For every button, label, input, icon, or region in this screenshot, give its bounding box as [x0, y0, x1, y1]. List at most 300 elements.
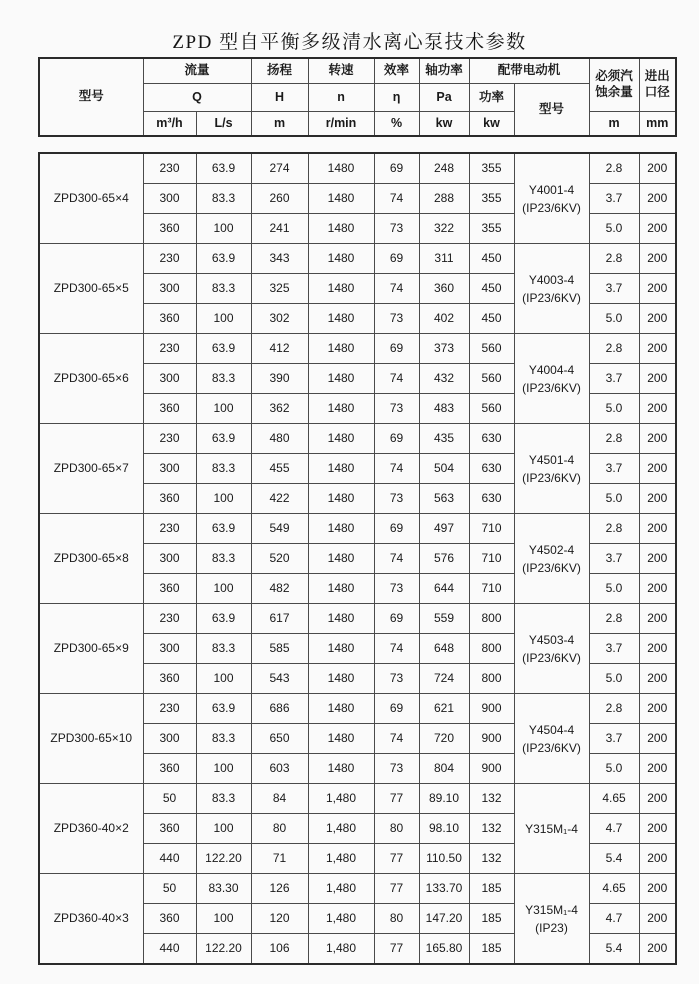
cell-flow-ls: 63.9	[196, 334, 251, 364]
cell-motor-model	[514, 244, 589, 334]
cell-head: 390	[251, 364, 308, 394]
cell-flow-m3h: 360	[143, 814, 196, 844]
cell-shaft-power: 621	[419, 694, 469, 724]
cell-head: 260	[251, 184, 308, 214]
cell-flow-ls: 100	[196, 484, 251, 514]
motor-model-line: Y4503-4	[528, 632, 575, 647]
cell-speed: 1480	[308, 724, 374, 754]
col-header-port	[639, 58, 676, 112]
cell-speed: 1480	[308, 334, 374, 364]
motor-model-line: Y4004-4	[528, 362, 575, 377]
cell-efficiency: 77	[374, 784, 419, 814]
cell-efficiency: 80	[374, 814, 419, 844]
cell-flow-m3h: 300	[143, 544, 196, 574]
cell-npsh: 3.7	[589, 184, 639, 214]
cell-speed: 1480	[308, 604, 374, 634]
cell-motor-power: 355	[469, 184, 514, 214]
data-table	[38, 152, 677, 965]
motor-model-line: (IP23/6KV)	[522, 650, 581, 665]
cell-pump-model: ZPD300-65×5	[39, 244, 143, 334]
col-header-flow-symbol: Q	[143, 84, 251, 112]
cell-speed: 1480	[308, 274, 374, 304]
cell-speed: 1,480	[308, 934, 374, 965]
cell-head: 241	[251, 214, 308, 244]
cell-head: 80	[251, 814, 308, 844]
cell-npsh: 2.8	[589, 153, 639, 184]
cell-speed: 1,480	[308, 844, 374, 874]
col-header-head-symbol: H	[251, 84, 308, 112]
cell-flow-m3h: 50	[143, 784, 196, 814]
cell-pump-model: ZPD300-65×10	[39, 694, 143, 784]
cell-flow-m3h: 50	[143, 874, 196, 904]
cell-flow-m3h: 360	[143, 394, 196, 424]
cell-speed: 1480	[308, 214, 374, 244]
cell-npsh: 2.8	[589, 334, 639, 364]
cell-port-diameter: 200	[639, 904, 676, 934]
cell-head: 543	[251, 664, 308, 694]
cell-npsh: 5.0	[589, 574, 639, 604]
cell-flow-m3h: 230	[143, 694, 196, 724]
cell-motor-power: 900	[469, 724, 514, 754]
cell-shaft-power: 373	[419, 334, 469, 364]
cell-npsh: 5.0	[589, 664, 639, 694]
cell-port-diameter: 200	[639, 874, 676, 904]
cell-flow-ls: 63.9	[196, 514, 251, 544]
cell-port-diameter: 200	[639, 604, 676, 634]
cell-npsh: 3.7	[589, 544, 639, 574]
col-unit-shaft-power: kw	[419, 112, 469, 137]
cell-flow-m3h: 440	[143, 844, 196, 874]
cell-port-diameter: 200	[639, 484, 676, 514]
port-label-line1: 进出	[644, 69, 670, 84]
col-header-speed-symbol: n	[308, 84, 374, 112]
cell-flow-m3h: 230	[143, 424, 196, 454]
cell-speed: 1,480	[308, 874, 374, 904]
header-row-1	[39, 58, 676, 84]
cell-efficiency: 69	[374, 424, 419, 454]
cell-port-diameter: 200	[639, 304, 676, 334]
cell-shaft-power: 322	[419, 214, 469, 244]
cell-speed: 1480	[308, 244, 374, 274]
cell-flow-ls: 83.3	[196, 724, 251, 754]
cell-speed: 1480	[308, 184, 374, 214]
cell-npsh: 3.7	[589, 274, 639, 304]
cell-motor-model	[514, 874, 589, 965]
cell-head: 422	[251, 484, 308, 514]
cell-npsh: 4.65	[589, 874, 639, 904]
cell-speed: 1480	[308, 304, 374, 334]
cell-flow-m3h: 230	[143, 604, 196, 634]
cell-speed: 1,480	[308, 814, 374, 844]
cell-flow-ls: 83.3	[196, 184, 251, 214]
cell-speed: 1480	[308, 394, 374, 424]
cell-head: 603	[251, 754, 308, 784]
cell-motor-power: 710	[469, 514, 514, 544]
cell-speed: 1480	[308, 664, 374, 694]
cell-motor-power: 560	[469, 364, 514, 394]
cell-pump-model: ZPD300-65×7	[39, 424, 143, 514]
cell-shaft-power: 98.10	[419, 814, 469, 844]
cell-flow-ls: 83.3	[196, 364, 251, 394]
cell-efficiency: 69	[374, 514, 419, 544]
col-unit-efficiency: %	[374, 112, 419, 137]
cell-shaft-power: 435	[419, 424, 469, 454]
cell-motor-power: 560	[469, 334, 514, 364]
cell-port-diameter: 200	[639, 634, 676, 664]
cell-motor-power: 132	[469, 844, 514, 874]
cell-shaft-power: 563	[419, 484, 469, 514]
cell-motor-power: 900	[469, 754, 514, 784]
cell-efficiency: 74	[374, 454, 419, 484]
cell-port-diameter: 200	[639, 153, 676, 184]
cell-flow-m3h: 300	[143, 724, 196, 754]
cell-npsh: 3.7	[589, 364, 639, 394]
cell-flow-ls: 100	[196, 904, 251, 934]
cell-npsh: 5.0	[589, 214, 639, 244]
page-title: ZPD 型自平衡多级清水离心泵技术参数	[172, 32, 527, 53]
cell-motor-power: 185	[469, 874, 514, 904]
cell-shaft-power: 804	[419, 754, 469, 784]
cell-npsh: 4.7	[589, 904, 639, 934]
cell-flow-ls: 83.3	[196, 454, 251, 484]
cell-port-diameter: 200	[639, 424, 676, 454]
cell-efficiency: 69	[374, 334, 419, 364]
cell-flow-m3h: 230	[143, 514, 196, 544]
cell-shaft-power: 644	[419, 574, 469, 604]
cell-motor-power: 132	[469, 814, 514, 844]
cell-shaft-power: 402	[419, 304, 469, 334]
motor-model-line: (IP23/6KV)	[522, 290, 581, 305]
cell-flow-m3h: 300	[143, 454, 196, 484]
col-unit-ls: L/s	[196, 112, 251, 137]
cell-port-diameter: 200	[639, 394, 676, 424]
cell-port-diameter: 200	[639, 664, 676, 694]
cell-shaft-power: 648	[419, 634, 469, 664]
col-header-npsh	[589, 58, 639, 112]
motor-model-line: (IP23/6KV)	[522, 740, 581, 755]
col-header-shaft-power: 轴功率	[419, 58, 469, 84]
cell-motor-power: 900	[469, 694, 514, 724]
cell-npsh: 2.8	[589, 424, 639, 454]
table-row	[39, 153, 676, 184]
table-row	[39, 604, 676, 634]
cell-efficiency: 69	[374, 694, 419, 724]
cell-flow-m3h: 300	[143, 184, 196, 214]
cell-efficiency: 73	[374, 664, 419, 694]
motor-model-line: Y4003-4	[528, 272, 575, 287]
cell-head: 274	[251, 153, 308, 184]
cell-head: 302	[251, 304, 308, 334]
cell-flow-ls: 122.20	[196, 844, 251, 874]
cell-npsh: 5.0	[589, 484, 639, 514]
table-row	[39, 424, 676, 454]
cell-speed: 1480	[308, 514, 374, 544]
cell-head: 455	[251, 454, 308, 484]
cell-shaft-power: 248	[419, 153, 469, 184]
cell-head: 126	[251, 874, 308, 904]
cell-motor-power: 630	[469, 424, 514, 454]
cell-shaft-power: 483	[419, 394, 469, 424]
cell-head: 84	[251, 784, 308, 814]
cell-port-diameter: 200	[639, 934, 676, 965]
cell-shaft-power: 133.70	[419, 874, 469, 904]
cell-flow-m3h: 230	[143, 153, 196, 184]
cell-efficiency: 74	[374, 364, 419, 394]
cell-motor-power: 800	[469, 664, 514, 694]
cell-speed: 1480	[308, 544, 374, 574]
motor-model-line: (IP23/6KV)	[522, 380, 581, 395]
npsh-label-line2: 蚀余量	[595, 85, 633, 99]
motor-model-line: Y4502-4	[528, 542, 575, 557]
cell-speed: 1480	[308, 364, 374, 394]
table-row	[39, 694, 676, 724]
cell-shaft-power: 110.50	[419, 844, 469, 874]
cell-efficiency: 77	[374, 844, 419, 874]
cell-npsh: 2.8	[589, 244, 639, 274]
cell-head: 325	[251, 274, 308, 304]
cell-npsh: 4.7	[589, 814, 639, 844]
cell-motor-power: 800	[469, 604, 514, 634]
cell-head: 362	[251, 394, 308, 424]
table-row	[39, 334, 676, 364]
cell-head: 71	[251, 844, 308, 874]
table-row	[39, 874, 676, 904]
cell-flow-m3h: 360	[143, 754, 196, 784]
cell-flow-ls: 83.3	[196, 634, 251, 664]
cell-npsh: 5.4	[589, 844, 639, 874]
cell-efficiency: 74	[374, 724, 419, 754]
motor-model-line: (IP23/6KV)	[522, 560, 581, 575]
cell-motor-power: 710	[469, 574, 514, 604]
cell-motor-power: 185	[469, 934, 514, 965]
cell-npsh: 2.8	[589, 694, 639, 724]
cell-npsh: 3.7	[589, 724, 639, 754]
cell-shaft-power: 576	[419, 544, 469, 574]
cell-flow-ls: 100	[196, 394, 251, 424]
data-table-body	[39, 153, 676, 964]
cell-speed: 1480	[308, 454, 374, 484]
cell-port-diameter: 200	[639, 184, 676, 214]
cell-port-diameter: 200	[639, 574, 676, 604]
cell-head: 650	[251, 724, 308, 754]
cell-flow-m3h: 230	[143, 244, 196, 274]
col-unit-head: m	[251, 112, 308, 137]
cell-motor-power: 710	[469, 544, 514, 574]
cell-motor-power: 355	[469, 153, 514, 184]
motor-model-line: Y315M₁-4	[525, 902, 578, 917]
cell-flow-m3h: 360	[143, 664, 196, 694]
cell-pump-model: ZPD300-65×6	[39, 334, 143, 424]
cell-flow-ls: 100	[196, 304, 251, 334]
cell-pump-model: ZPD360-40×3	[39, 874, 143, 965]
cell-motor-power: 132	[469, 784, 514, 814]
cell-pump-model: ZPD300-65×4	[39, 153, 143, 244]
cell-flow-ls: 122.20	[196, 934, 251, 965]
cell-motor-model	[514, 694, 589, 784]
cell-shaft-power: 720	[419, 724, 469, 754]
cell-pump-model: ZPD300-65×9	[39, 604, 143, 694]
cell-npsh: 3.7	[589, 634, 639, 664]
cell-flow-ls: 63.9	[196, 424, 251, 454]
cell-head: 585	[251, 634, 308, 664]
cell-motor-power: 560	[469, 394, 514, 424]
cell-motor-power: 450	[469, 244, 514, 274]
cell-speed: 1480	[308, 424, 374, 454]
cell-motor-model	[514, 334, 589, 424]
cell-flow-m3h: 300	[143, 274, 196, 304]
cell-flow-ls: 63.9	[196, 153, 251, 184]
cell-speed: 1,480	[308, 784, 374, 814]
cell-motor-model	[514, 784, 589, 874]
cell-motor-power: 630	[469, 454, 514, 484]
cell-pump-model: ZPD360-40×2	[39, 784, 143, 874]
cell-efficiency: 73	[374, 574, 419, 604]
cell-port-diameter: 200	[639, 514, 676, 544]
cell-npsh: 5.0	[589, 754, 639, 784]
cell-port-diameter: 200	[639, 694, 676, 724]
col-unit-m3h: m³/h	[143, 112, 196, 137]
cell-flow-ls: 83.30	[196, 874, 251, 904]
motor-model-line: (IP23/6KV)	[522, 470, 581, 485]
cell-head: 120	[251, 904, 308, 934]
cell-shaft-power: 360	[419, 274, 469, 304]
cell-head: 480	[251, 424, 308, 454]
cell-flow-ls: 100	[196, 814, 251, 844]
cell-motor-power: 800	[469, 634, 514, 664]
cell-flow-m3h: 360	[143, 484, 196, 514]
cell-shaft-power: 497	[419, 514, 469, 544]
motor-model-line: Y315M₁-4	[525, 821, 578, 836]
col-header-speed: 转速	[308, 58, 374, 84]
col-header-head: 扬程	[251, 58, 308, 84]
cell-npsh: 2.8	[589, 604, 639, 634]
cell-motor-model	[514, 604, 589, 694]
cell-efficiency: 73	[374, 214, 419, 244]
cell-head: 106	[251, 934, 308, 965]
cell-flow-m3h: 360	[143, 214, 196, 244]
cell-motor-model	[514, 153, 589, 244]
cell-motor-power: 355	[469, 214, 514, 244]
motor-model-line: Y4501-4	[528, 452, 575, 467]
cell-efficiency: 73	[374, 484, 419, 514]
cell-pump-model: ZPD300-65×8	[39, 514, 143, 604]
col-unit-npsh: m	[589, 112, 639, 137]
cell-flow-ls: 83.3	[196, 544, 251, 574]
cell-motor-power: 450	[469, 304, 514, 334]
table-row	[39, 244, 676, 274]
cell-speed: 1480	[308, 484, 374, 514]
cell-shaft-power: 432	[419, 364, 469, 394]
motor-model-line: Y4504-4	[528, 722, 575, 737]
cell-flow-ls: 100	[196, 754, 251, 784]
motor-model-line: (IP23)	[535, 920, 568, 935]
cell-efficiency: 73	[374, 304, 419, 334]
cell-port-diameter: 200	[639, 334, 676, 364]
cell-npsh: 5.0	[589, 304, 639, 334]
cell-motor-model	[514, 514, 589, 604]
cell-port-diameter: 200	[639, 454, 676, 484]
col-unit-motor-power: kw	[469, 112, 514, 137]
col-header-motor-model: 型号	[514, 84, 589, 137]
cell-shaft-power: 559	[419, 604, 469, 634]
cell-npsh: 4.65	[589, 784, 639, 814]
cell-efficiency: 74	[374, 184, 419, 214]
cell-flow-ls: 63.9	[196, 244, 251, 274]
cell-head: 412	[251, 334, 308, 364]
cell-shaft-power: 504	[419, 454, 469, 484]
cell-motor-power: 630	[469, 484, 514, 514]
cell-head: 343	[251, 244, 308, 274]
cell-flow-ls: 83.3	[196, 274, 251, 304]
col-header-motor: 配带电动机	[469, 58, 589, 84]
cell-flow-m3h: 230	[143, 334, 196, 364]
cell-flow-m3h: 360	[143, 574, 196, 604]
cell-shaft-power: 89.10	[419, 784, 469, 814]
cell-efficiency: 69	[374, 153, 419, 184]
cell-shaft-power: 147.20	[419, 904, 469, 934]
cell-port-diameter: 200	[639, 544, 676, 574]
motor-model-line: Y4001-4	[528, 182, 575, 197]
cell-motor-model	[514, 424, 589, 514]
cell-port-diameter: 200	[639, 754, 676, 784]
cell-flow-ls: 100	[196, 664, 251, 694]
cell-efficiency: 80	[374, 904, 419, 934]
cell-shaft-power: 311	[419, 244, 469, 274]
col-header-shaft-power-symbol: Pa	[419, 84, 469, 112]
table-row	[39, 784, 676, 814]
cell-head: 482	[251, 574, 308, 604]
col-unit-speed: r/min	[308, 112, 374, 137]
cell-flow-m3h: 300	[143, 364, 196, 394]
cell-efficiency: 73	[374, 754, 419, 784]
cell-npsh: 3.7	[589, 454, 639, 484]
cell-efficiency: 77	[374, 874, 419, 904]
cell-flow-ls: 63.9	[196, 694, 251, 724]
col-header-efficiency-symbol: η	[374, 84, 419, 112]
cell-head: 617	[251, 604, 308, 634]
port-label-line2: 口径	[644, 85, 670, 99]
col-header-flow: 流量	[143, 58, 251, 84]
cell-flow-ls: 100	[196, 574, 251, 604]
cell-speed: 1480	[308, 754, 374, 784]
cell-flow-ls: 63.9	[196, 604, 251, 634]
cell-flow-m3h: 360	[143, 304, 196, 334]
table-row	[39, 514, 676, 544]
cell-motor-power: 185	[469, 904, 514, 934]
npsh-label-line1: 必须汽	[595, 69, 633, 84]
header-table	[38, 57, 677, 137]
cell-port-diameter: 200	[639, 844, 676, 874]
cell-efficiency: 77	[374, 934, 419, 965]
cell-port-diameter: 200	[639, 814, 676, 844]
cell-speed: 1480	[308, 574, 374, 604]
cell-npsh: 5.0	[589, 394, 639, 424]
cell-head: 549	[251, 514, 308, 544]
cell-efficiency: 74	[374, 274, 419, 304]
col-header-efficiency: 效率	[374, 58, 419, 84]
cell-flow-ls: 100	[196, 214, 251, 244]
cell-shaft-power: 165.80	[419, 934, 469, 965]
cell-port-diameter: 200	[639, 364, 676, 394]
cell-npsh: 5.4	[589, 934, 639, 965]
cell-efficiency: 74	[374, 544, 419, 574]
cell-flow-m3h: 360	[143, 904, 196, 934]
cell-npsh: 2.8	[589, 514, 639, 544]
cell-motor-power: 450	[469, 274, 514, 304]
cell-port-diameter: 200	[639, 274, 676, 304]
col-header-pump-model: 型号	[39, 58, 143, 136]
cell-efficiency: 69	[374, 604, 419, 634]
